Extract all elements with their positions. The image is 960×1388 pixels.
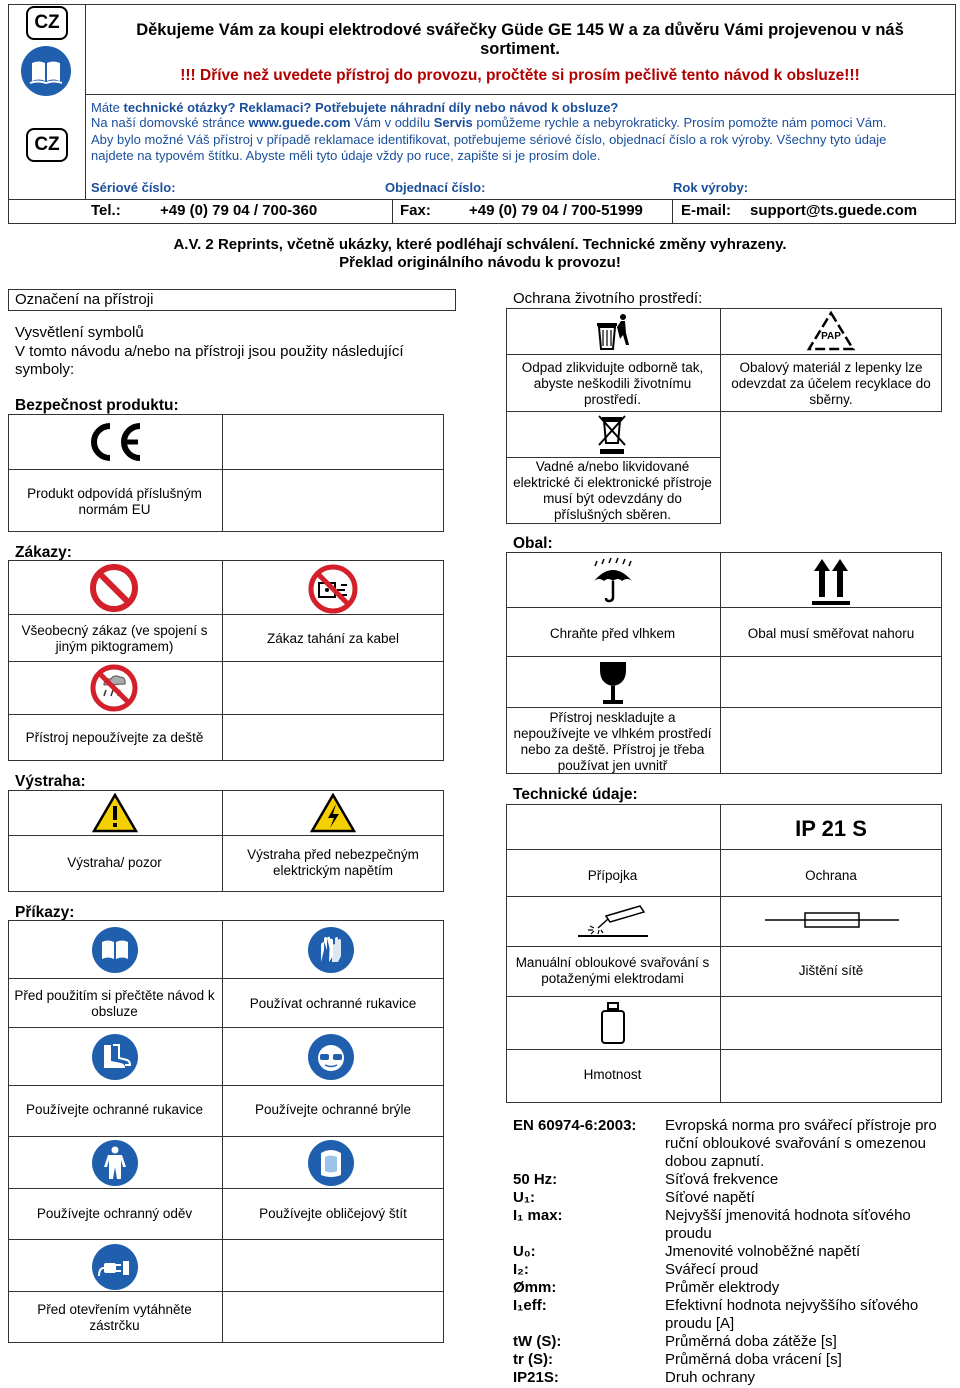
weee-crossed-bin-icon xyxy=(596,413,628,458)
unplug-icon xyxy=(91,1243,139,1294)
safety-title: Bezpečnost produktu: xyxy=(15,397,179,414)
bans-title: Zákazy: xyxy=(15,544,72,561)
warn-electric-caption: Výstraha před nebezpečným elektrickým napětím xyxy=(247,847,419,878)
no-cable-pull-icon xyxy=(307,563,359,618)
ban-row-rule xyxy=(8,614,444,615)
definition-key: IP21S: xyxy=(513,1369,559,1386)
packaging-title: Obal: xyxy=(513,535,553,552)
gloves-icon xyxy=(307,926,355,977)
definition-value: Svářecí proud xyxy=(665,1261,759,1278)
fragile-glass-icon xyxy=(598,660,628,709)
definition-value: Průměrná doba vrácení [s] xyxy=(665,1351,842,1368)
env-row-rule xyxy=(506,354,942,355)
pap-label: PAP xyxy=(821,331,841,342)
warning-text: !!! Dříve než uvedete přístroj do provozu, pročtěte si prosím pečlivě tento návod k obsluze!!! xyxy=(180,67,860,84)
order-row4-rule xyxy=(8,1291,444,1292)
definition-value: Druh ochrany xyxy=(665,1369,756,1386)
page-title xyxy=(90,21,950,59)
order-suit-caption: Používejte ochranný oděv xyxy=(36,1206,193,1221)
weight-icon xyxy=(599,1001,627,1048)
ban-general-caption: Všeobecný zákaz (ve spojení s jiným piktogramem) xyxy=(21,623,208,654)
pack-row-rule xyxy=(506,607,942,608)
tel-value: +49 (0) 79 04 / 700-360 xyxy=(160,202,318,219)
support-question: Máte technické otázky? Reklamaci? Potřebujete náhradní díly nebo návod k obsluze? xyxy=(91,100,619,115)
contact-divider-1 xyxy=(392,199,393,224)
umbrella-icon xyxy=(591,555,635,608)
protective-suit-icon xyxy=(91,1139,139,1190)
website-link[interactable]: www.guede.com xyxy=(248,115,351,130)
order-plug-caption: Před otevřením vytáhněte zástrčku xyxy=(37,1302,192,1333)
definition-key: tr (S): xyxy=(513,1351,553,1368)
definition-key: U₀: xyxy=(513,1243,536,1260)
ip-rating: IP 21 S xyxy=(795,816,867,841)
symbols-title: Vysvětlení symbolů xyxy=(15,324,144,341)
fax-label: Fax: xyxy=(400,202,431,219)
env-weee-caption: Vadné a/nebo likvidované elektrické či elektronické přístroje musí být odevzdány do příslušných sběren. xyxy=(513,459,712,522)
order-row2-rule xyxy=(8,1085,444,1086)
warn-row-rule xyxy=(8,835,444,836)
email-label: E-mail: xyxy=(681,202,732,219)
pack-moisture-caption: Chraňte před vlhkem xyxy=(549,626,676,641)
order-row3-rule xyxy=(8,1188,444,1189)
language-badge-2: CZ xyxy=(26,128,68,162)
env-waste-caption: Odpad zlikvidujte odborně tak, abyste neškodili životnímu prostředí. xyxy=(521,360,704,407)
order-glasses-caption: Používejte ochranné brýle xyxy=(254,1102,412,1117)
header-rule xyxy=(85,94,956,95)
definition-value: Průměr elektrody xyxy=(665,1279,780,1296)
support-body: Aby bylo možné Váš přístroj v případě reklamace identifikovat, potřebujeme sériové číslo, objednací číslo a rok výroby. Všechny tyto údaje najdete na typovém štítku. Abyste měli tyto údaje vždy po ruce, zapište si je prosím dole. xyxy=(91,132,887,163)
tech-connection-caption: Přípojka xyxy=(587,868,638,883)
title-line-1: Děkujeme Vám za koupi elektrodové svářečky Güde GE 145 W a za důvěru Vámi projevenou v náš xyxy=(136,21,904,39)
definition-key: I₂: xyxy=(513,1261,529,1278)
header-divider xyxy=(85,4,86,200)
warning-triangle-icon xyxy=(92,793,138,836)
electric-hazard-icon xyxy=(310,793,356,836)
definition-key: EN 60974-6:2003: xyxy=(513,1117,637,1134)
title-line-2: sortiment. xyxy=(480,40,560,58)
rain-row-rule xyxy=(8,714,444,715)
warnings-title: Výstraha: xyxy=(15,773,86,790)
definition-value: Síťová frekvence xyxy=(665,1171,779,1188)
arc-welding-icon xyxy=(578,902,648,943)
ban-cable-caption: Zákaz tahání za kabel xyxy=(266,631,400,646)
definition-key: I₁ max: xyxy=(513,1207,563,1224)
tech-row1-rule xyxy=(506,849,942,850)
pack-up-caption: Obal musí směřovat nahoru xyxy=(747,626,915,641)
technical-title: Technické údaje: xyxy=(513,786,638,803)
definition-value: Průměrná doba zátěže [s] xyxy=(665,1333,837,1350)
safety-boots-icon xyxy=(91,1033,139,1084)
definition-value: Evropská norma pro svářecí přístroje pro ruční obloukové svařování s omezenou dobou zapnutí. xyxy=(665,1117,937,1170)
pack-fragile-empty-cell xyxy=(720,656,942,774)
definition-value: Síťové napětí xyxy=(665,1189,755,1206)
safety-glasses-icon xyxy=(307,1033,355,1084)
env-pap-caption: Obalový materiál z lepenky lze odevzdat za účelem recyklace do sběrny. xyxy=(731,360,931,407)
year-label: Rok výroby: xyxy=(673,180,749,195)
manual-icon xyxy=(20,45,72,100)
environment-title: Ochrana životního prostředí: xyxy=(513,290,703,307)
ban-rain-empty-cell xyxy=(222,661,444,761)
prohibition-icon xyxy=(89,563,139,616)
definition-key: Ømm: xyxy=(513,1279,557,1296)
tech-row2-rule xyxy=(506,946,942,947)
face-shield-icon xyxy=(307,1139,355,1190)
warn-general-caption: Výstraha/ pozor xyxy=(67,855,162,870)
this-way-up-icon xyxy=(812,557,850,608)
definition-row xyxy=(513,1117,953,1171)
email-value[interactable]: support@ts.guede.com xyxy=(750,202,918,219)
fax-value: +49 (0) 79 04 / 700-51999 xyxy=(469,202,643,219)
definition-value: Efektivní hodnota nejvyššího síťového proudu [A] xyxy=(665,1297,919,1332)
tech-protection-caption: Ochrana xyxy=(805,868,857,883)
tech-fuse-caption: Jištění sítě xyxy=(798,963,864,978)
language-badge: CZ xyxy=(26,6,68,40)
ce-row-rule xyxy=(8,469,444,470)
order-gloves-caption: Používat ochranné rukavice xyxy=(249,996,417,1011)
fragile-row-rule xyxy=(506,707,942,708)
order-boots-caption: Používejte ochranné rukavice xyxy=(25,1102,204,1117)
waste-bin-icon xyxy=(593,311,633,354)
fuse-icon xyxy=(765,909,899,934)
no-rain-icon xyxy=(89,663,139,716)
definition-value: Nejvyšší jmenovitá hodnota síťového proudu xyxy=(665,1207,911,1242)
contact-divider-2 xyxy=(672,199,673,224)
order-number-label: Objednací číslo: xyxy=(385,180,486,195)
ce-caption: Produkt odpovídá příslušným normám EU xyxy=(27,486,202,517)
ce-mark-icon xyxy=(84,420,146,467)
definition-key: I₁eff: xyxy=(513,1297,547,1314)
order-shield-caption: Používejte obličejový štít xyxy=(259,1206,407,1221)
ce-empty-cell xyxy=(222,414,444,532)
pap-recycle-icon xyxy=(806,310,856,355)
device-markings-heading: Označení na přístroji xyxy=(8,289,456,311)
definition-key: 50 Hz: xyxy=(513,1171,558,1188)
pack-fragile-caption: Přístroj neskladujte a nepoužívejte ve vlhkém prostředí nebo za deště. Přístroj je třeba používat jen uvnitř xyxy=(513,710,712,773)
serial-label: Sériové číslo: xyxy=(91,180,176,195)
reprint-notice: A.V. 2 Reprints, včetně ukázky, které podléhají schválení. Technické změny vyhrazeny. Překlad originálního návodu k provozu! xyxy=(173,236,787,271)
symbols-text: V tomto návodu a/nebo na přístroji jsou použity následující symboly: xyxy=(15,343,404,378)
order-row1-rule xyxy=(8,978,444,979)
tech-weight-caption: Hmotnost xyxy=(583,1067,642,1082)
tel-label: Tel.: xyxy=(91,202,121,219)
tech-mma-caption: Manuální obloukové svařování s potaženými elektrodami xyxy=(515,955,710,986)
contact-rule xyxy=(8,199,956,200)
order-manual-caption: Před použitím si přečtěte návod k obsluze xyxy=(14,988,215,1019)
definition-key: tW (S): xyxy=(513,1333,562,1350)
support-website: Na naší domovské stránce www.guede.com Vám v oddílu Servis pomůžeme rychle a nebyrokraticky. Prosím pomožte nám pomoci Vám. xyxy=(91,115,887,130)
read-manual-icon xyxy=(91,926,139,977)
orders-title: Příkazy: xyxy=(15,904,75,921)
definition-key: U₁: xyxy=(513,1189,536,1206)
definition-value: Jmenovité volnoběžné napětí xyxy=(665,1243,861,1260)
ban-rain-caption: Přístroj nepoužívejte za deště xyxy=(25,730,204,745)
tech-row3-rule xyxy=(506,1049,942,1050)
